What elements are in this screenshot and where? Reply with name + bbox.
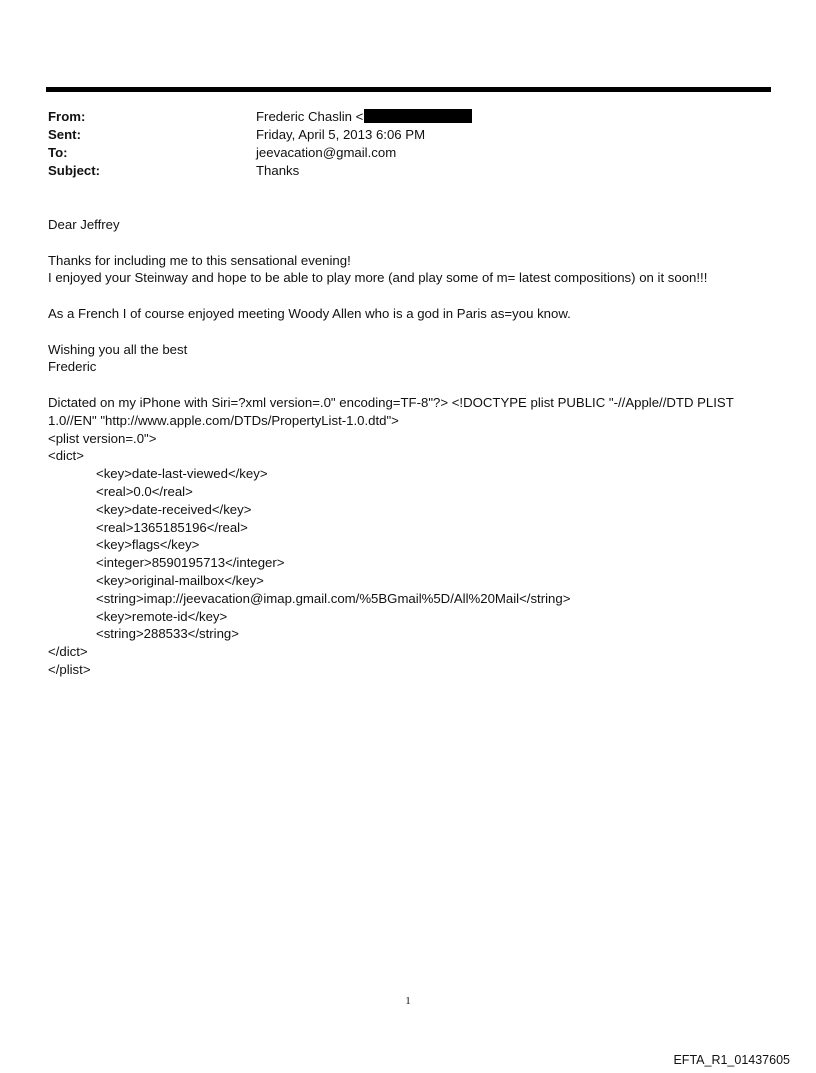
- plist-line: <key>remote-id</key>: [96, 608, 228, 624]
- email-header: [48, 108, 748, 180]
- plist-open: <plist version=.0">: [48, 430, 157, 446]
- page-number: 1: [405, 995, 411, 1007]
- to-row: [48, 144, 748, 162]
- plist-line: <string>288533</string>: [96, 626, 239, 642]
- document-id: EFTA_R1_01437605: [673, 1053, 790, 1067]
- subject-label: Subject:: [48, 163, 101, 178]
- dict-close: </dict>: [48, 644, 88, 660]
- dictated-line-1: Dictated on my iPhone with Siri=?xml version=.0" encoding=TF-8"?> <!DOCTYPE plist PUBLIC "-//Apple//DTD PLIST: [48, 394, 734, 410]
- plist-line: <integer>8590195713</integer>: [96, 555, 285, 571]
- plist-line: <real>1365185196</real>: [96, 519, 248, 535]
- sent-row: [48, 126, 748, 144]
- to-value: jeevacation@gmail.com: [256, 145, 397, 160]
- body-line-1: Thanks for including me to this sensational evening!: [48, 252, 351, 268]
- from-name: Frederic Chaslin <: [256, 109, 364, 124]
- from-value: [256, 108, 472, 126]
- closing: Wishing you all the best: [48, 341, 188, 357]
- plist-line: <real>0.0</real>: [96, 483, 193, 499]
- to-label: To:: [48, 145, 68, 160]
- plist-line: <key>original-mailbox</key>: [96, 572, 264, 588]
- top-rule: [46, 87, 771, 92]
- redaction-block: [364, 109, 472, 123]
- plist-line: <key>date-last-viewed</key>: [96, 466, 268, 482]
- plist-line: <key>flags</key>: [96, 537, 200, 553]
- greeting: Dear Jeffrey: [48, 217, 120, 232]
- from-label: From:: [48, 109, 86, 124]
- plist-close: </plist>: [48, 661, 91, 677]
- plist-line: <string>imap://jeevacation@imap.gmail.com/%5BGmail%5D/All%20Mail</string>: [96, 590, 571, 606]
- body-line-3: As a French I of course enjoyed meeting Woody Allen who is a god in Paris as=you know.: [48, 305, 571, 321]
- from-row: [48, 108, 748, 126]
- email-body: [48, 216, 768, 679]
- signature: Frederic: [48, 359, 97, 375]
- subject-row: [48, 162, 748, 180]
- plist-line: <key>date-received</key>: [96, 501, 252, 517]
- dict-open: <dict>: [48, 448, 84, 464]
- sent-label: Sent:: [48, 127, 81, 142]
- subject-value: Thanks: [256, 163, 300, 178]
- dictated-line-2: 1.0//EN" "http://www.apple.com/DTDs/PropertyList-1.0.dtd">: [48, 412, 399, 428]
- body-line-2: I enjoyed your Steinway and hope to be able to play more (and play some of m= latest compositions) on it soon!!!: [48, 270, 708, 286]
- sent-value: Friday, April 5, 2013 6:06 PM: [256, 127, 426, 142]
